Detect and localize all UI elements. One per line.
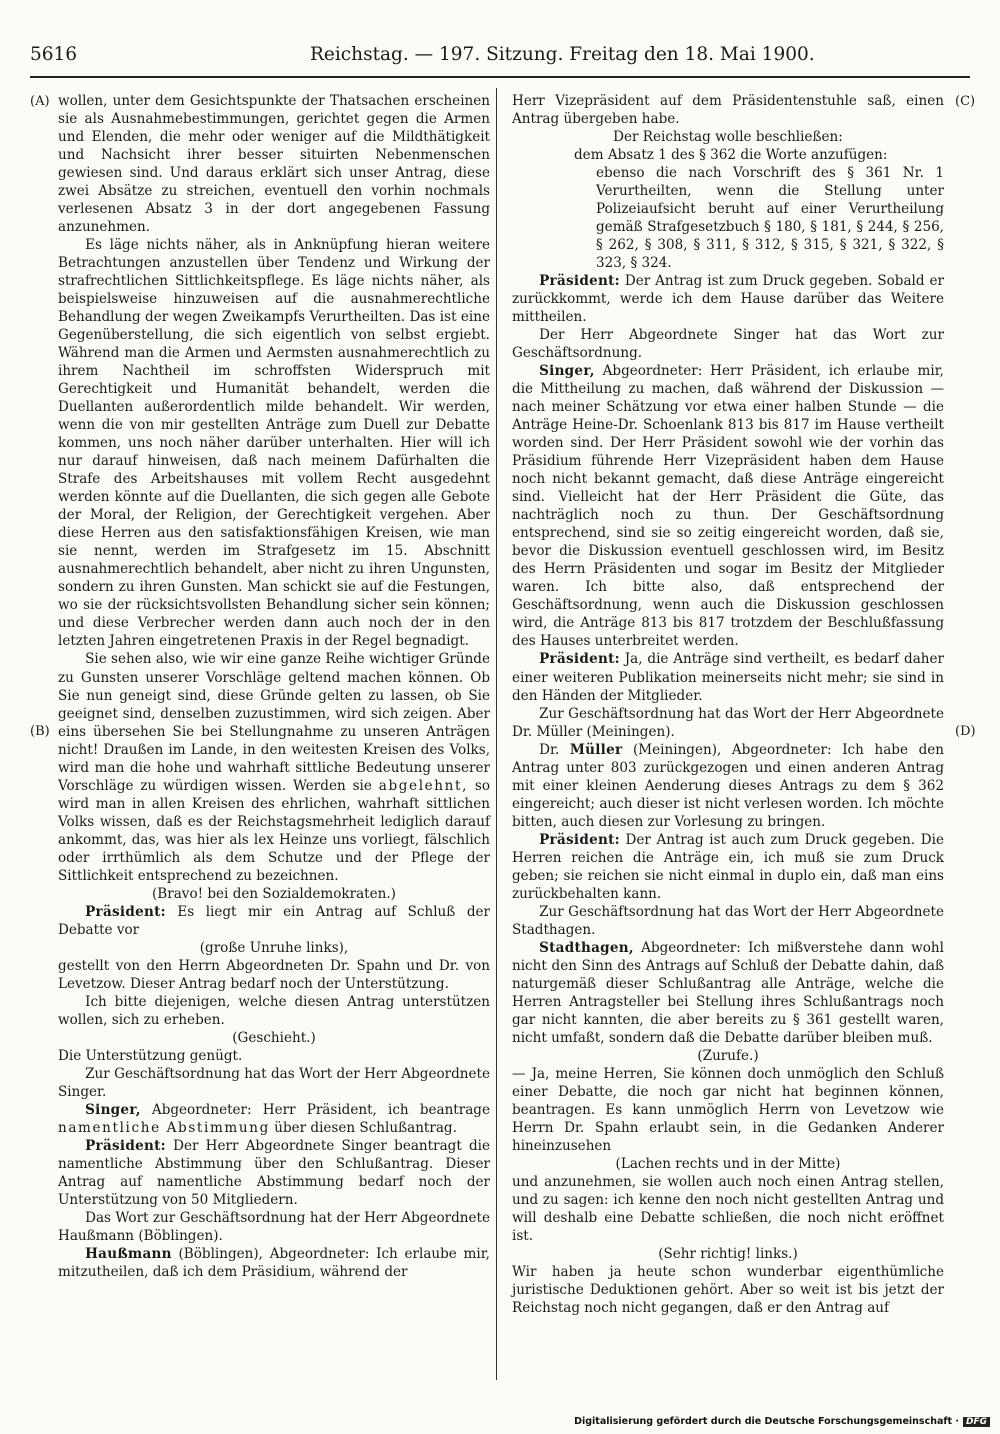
margin-marker-c: (C) bbox=[955, 94, 976, 109]
speaker-name: Müller bbox=[569, 741, 623, 758]
interjection: (große Unruhe links), bbox=[199, 939, 349, 956]
speech: Präsident: Der Antrag ist zum Druck gegeben. Sobald er zurückkommt, werde ich dem Hause darüber das Weitere mittheilen. bbox=[512, 273, 944, 326]
speaker-name: Präsident: bbox=[85, 1137, 166, 1154]
speech: Singer, Abgeordneter: Herr Präsident, ich erlaube mir, die Mittheilung zu machen, daß während der Diskussion — nach meiner Schätzung vor etwa einer halben Stunde — die Anträge Heine-Dr. Schoenlank 813 bis 817 im Hause vertheilt worden sind. Der Herr Präsident sowohl wie der vorhin das Präsidium führende Herr Vizepräsident haben dem Hause noch nicht bekannt gemacht, daß diese Anträge eingereicht sind. Vielleicht hat der Herr Präsident die Güte, das nachträglich noch zu thun. Der Geschäftsordnung entsprechend, sind sie so zeitig eingereicht worden, daß sie, bevor die Diskussion eventuell geschlossen wird, im Besitz des Herrn Präsidenten und sogar im Besitz der Mitglieder waren. Ich bitte also, daß entsprechend der Geschäftsordnung, wenn auch die Diskussion geschlossen wird, die Anträge 813 bis 817 trotzdem der Beschlußfassung des Hauses unterbreitet werden. bbox=[512, 363, 944, 650]
speaker-name: Stadthagen, bbox=[539, 939, 634, 956]
paragraph: Zur Geschäftsordnung hat das Wort der Herr Abgeordnete Singer. bbox=[58, 1065, 490, 1100]
margin-marker-d: (D) bbox=[955, 724, 976, 739]
paragraph: Zur Geschäftsordnung hat das Wort der Herr Abgeordnete Stadthagen. bbox=[512, 903, 944, 938]
margin-marker-a: (A) bbox=[30, 94, 50, 109]
left-column bbox=[58, 92, 490, 1281]
motion-body: ebenso die nach Vorschrift des § 361 Nr. 1 Verurtheilten, wenn die Stellung unter Polizeiaufsicht beruht auf einer Verurtheilung gemäß Strafgesetzbuch § 180, § 181, § 244, § 256, § 262, § 308, § 311, § 312, § 315, § 321, § 322, § 323, § 324. bbox=[596, 165, 944, 272]
speaker-name: Singer, bbox=[85, 1101, 141, 1118]
interjection: (Sehr richtig! links.) bbox=[658, 1246, 798, 1262]
speaker-name: Präsident: bbox=[539, 651, 620, 668]
speaker-name: Präsident: bbox=[539, 273, 620, 290]
speech: Präsident: Der Herr Abgeordnete Singer beantragt die namentliche Abstimmung über den Schlußantrag. Dieser Antrag auf namentliche Abstimmung bedarf noch der Unterstützung von 50 Mitgliedern. bbox=[58, 1137, 490, 1208]
motion-intro: Der Reichstag wolle beschließen: bbox=[613, 129, 843, 146]
paragraph: Sie sehen also, wie wir eine ganze Reihe wichtiger Gründe zu Gunsten unserer Vorschläge geltend machen können. Ob Sie nun geneigt sind, diese Gründe gelten zu lassen, ob Sie geeignet sind, denselben zuzustimmen, wird sich zeigen. Aber eins übersehen Sie bei Stellungnahme zu unseren Anträgen nicht! Draußen im Lande, in den weitesten Kreisen des Volks, wird man die hohe und wahrhaft sittliche Bedeutung unserer Vorschläge zu würdigen wissen. Werden sie abgelehnt, so wird man in allen Kreisen des ehrlichen, wahrhaft sittlichen Volks wissen, daß es der Reichstagsmehrheit lediglich darauf ankommt, das, was hier als lex Heinze uns vorliegt, fälschlich oder irrthümlich als dem Schutze und der Pflege der Sittlichkeit entsprechend zu bezeichnen. bbox=[58, 651, 490, 884]
header-rule bbox=[30, 76, 970, 78]
speaker-name: Präsident: bbox=[539, 831, 620, 848]
paragraph: Das Wort zur Geschäftsordnung hat der Herr Abgeordnete Haußmann (Böblingen). bbox=[58, 1209, 490, 1244]
motion-line: dem Absatz 1 des § 362 die Worte anzufügen: bbox=[574, 147, 888, 164]
speech: Dr. Müller (Meiningen), Abgeordneter: Ich habe den Antrag unter 803 zurückgezogen und einen anderen Antrag mit einer kleinen Aenderung dieses Antrags zu dem § 362 eingereicht; auch dieser ist nicht verlesen worden. Ich möchte bitten, auch diesen zur Vorlesung zu bringen. bbox=[512, 741, 944, 830]
paragraph: Zur Geschäftsordnung hat das Wort der Herr Abgeordnete Dr. Müller (Meiningen). bbox=[512, 705, 944, 740]
paragraph: Die Unterstützung genügt. bbox=[58, 1047, 243, 1064]
speech: Präsident: Der Antrag ist auch zum Druck gegeben. Die Herren reichen die Anträge ein, ich muß sie zum Druck geben; sie reichen sie nicht einmal in duplo ein, daß man eins zurückbehalten kann. bbox=[512, 831, 944, 902]
speech: Präsident: Ja, die Anträge sind vertheilt, es bedarf daher einer weiteren Publikation meinerseits nicht mehr; sie sind in den Händen der Mitglieder. bbox=[512, 651, 944, 704]
paragraph: Der Herr Abgeordnete Singer hat das Wort zur Geschäftsordnung. bbox=[512, 327, 944, 362]
speech: Stadthagen, Abgeordneter: Ich mißverstehe dann wohl nicht den Sinn des Antrags auf Schluß der Debatte dahin, daß naturgemäß dieser Schlußantrag alle Anträge, welche die Herren Antragsteller bei Stellung ihres Schlußantrags noch gar nicht kannten, die aber bereits zu § 361 gestellt waren, nicht umfaßt, sondern daß die Debatte darüber bleiben muß. bbox=[512, 939, 944, 1046]
paragraph: Herr Vizepräsident auf dem Präsidentenstuhle saß, einen Antrag übergeben habe. bbox=[512, 93, 944, 128]
interjection: (Bravo! bei den Sozialdemokraten.) bbox=[152, 885, 396, 902]
paragraph: wollen, unter dem Gesichtspunkte der Thatsachen erscheinen sie als Ausnahmebestimmungen, gerichtet gegen die Armen und Elenden, die mehr oder weniger auf die Mildthätigkeit und Nachsicht ihrer besser situirten Nebenmenschen gewiesen sind. Und daraus erklärt sich unser Antrag, diese zwei Absätze zu streichen, eventuell den vorhin nochmals verlesenen Absatz 3 in der dort angegebenen Fassung anzunehmen. bbox=[58, 93, 490, 236]
right-column bbox=[512, 92, 944, 1317]
margin-marker-b: (B) bbox=[30, 724, 50, 739]
speaker-name: Präsident: bbox=[85, 903, 166, 920]
column-divider bbox=[496, 88, 497, 1380]
running-title: Reichstag. — 197. Sitzung. Freitag den 18. Mai 1900. bbox=[310, 44, 815, 65]
paragraph: gestellt von den Herrn Abgeordneten Dr. Spahn und Dr. von Levetzow. Dieser Antrag bedarf noch der Unterstützung. bbox=[58, 957, 490, 992]
paragraph: und anzunehmen, sie wollen auch noch einen Antrag stellen, und zu sagen: ich kenne den noch nicht gestellten Antrag und will deshalb eine Debatte schließen, die noch nicht eröffnet ist. bbox=[512, 1173, 944, 1244]
speech: Präsident: Es liegt mir ein Antrag auf Schluß der Debatte vor bbox=[58, 903, 490, 938]
page-number: 5616 bbox=[30, 44, 78, 65]
paragraph: Wir haben ja heute schon wunderbar eigenthümliche juristische Deduktionen gehört. Aber so weit ist bis jetzt der Reichstag noch nicht gegangen, daß er den Antrag auf bbox=[512, 1264, 944, 1317]
speaker-name: Haußmann bbox=[85, 1246, 172, 1262]
speech: Haußmann (Böblingen), Abgeordneter: Ich erlaube mir, mitzutheilen, daß ich dem Präsidium, während der bbox=[58, 1246, 490, 1281]
interjection: (Zurufe.) bbox=[697, 1047, 759, 1064]
paragraph: Es läge nichts näher, als in Anknüpfung hieran weitere Betrachtungen anzustellen über Tendenz und Wirkung der strafrechtlichen Sittlichkeitspflege. Es läge nichts näher, als beispielsweise hinzuweisen auf die ausnahmerechtliche Behandlung der wegen Zweikampfs Verurtheilten. Das ist eine Gegenüberstellung, die sich eigentlich von selbst ergiebt. Während man die Armen und Aermsten ausnahmerechtlich zu ihrem Nachtheil im schroffsten Widerspruch mit Gerechtigkeit und Humanität behandelt, werden die Duellanten außerordentlich milde behandelt. Wir werden, wenn die von mir gestellten Anträge zum Duell zur Debatte kommen, uns noch näher darüber unterhalten. Hier will ich nur darauf hinweisen, daß nach meinem Dafürhalten die Strafe des Arbeitshauses mit vollem Recht ausgedehnt werden könnte auf die Duellanten, die sich gegen alle Gebote der Moral, der Religion, der Gerechtigkeit vergehen. Aber diese Herren aus den satisfaktionsfähigen Kreisen, wie man sie nennt, werden im Strafgesetz im 15. Abschnitt ausnahmerechtlich behandelt, aber nicht zu ihren Ungunsten, sondern zu ihren Gunsten. Man schickt sie auf die Festungen, wo sie der rücksichtsvollsten Behandlung sicher sein können; und diese Verbrecher werden dann auch noch der in den letzten Jahren eingetretenen Praxis in der Regel begnadigt. bbox=[58, 237, 490, 650]
page-header bbox=[30, 44, 970, 72]
dfg-logo: DFG bbox=[963, 1417, 990, 1427]
interjection: (Geschieht.) bbox=[232, 1029, 316, 1046]
digitization-credit: Digitalisierung gefördert durch die Deutsche Forschungsgemeinschaft · DFG bbox=[574, 1416, 990, 1427]
paragraph: — Ja, meine Herren, Sie können doch unmöglich den Schluß einer Debatte, die noch gar nicht hat beginnen können, beantragen. Es kann unmöglich Herrn von Levetzow wie Herrn Dr. Spahn erlaubt sein, in die Gedanken Anderer hineinzusehen bbox=[512, 1065, 944, 1154]
speech: Singer, Abgeordneter: Herr Präsident, ich beantrage namentliche Abstimmung über diesen Schlußantrag. bbox=[58, 1101, 490, 1136]
paragraph: Ich bitte diejenigen, welche diesen Antrag unterstützen wollen, sich zu erheben. bbox=[58, 993, 490, 1028]
speaker-name: Singer, bbox=[539, 363, 595, 380]
interjection: (Lachen rechts und in der Mitte) bbox=[615, 1155, 841, 1172]
